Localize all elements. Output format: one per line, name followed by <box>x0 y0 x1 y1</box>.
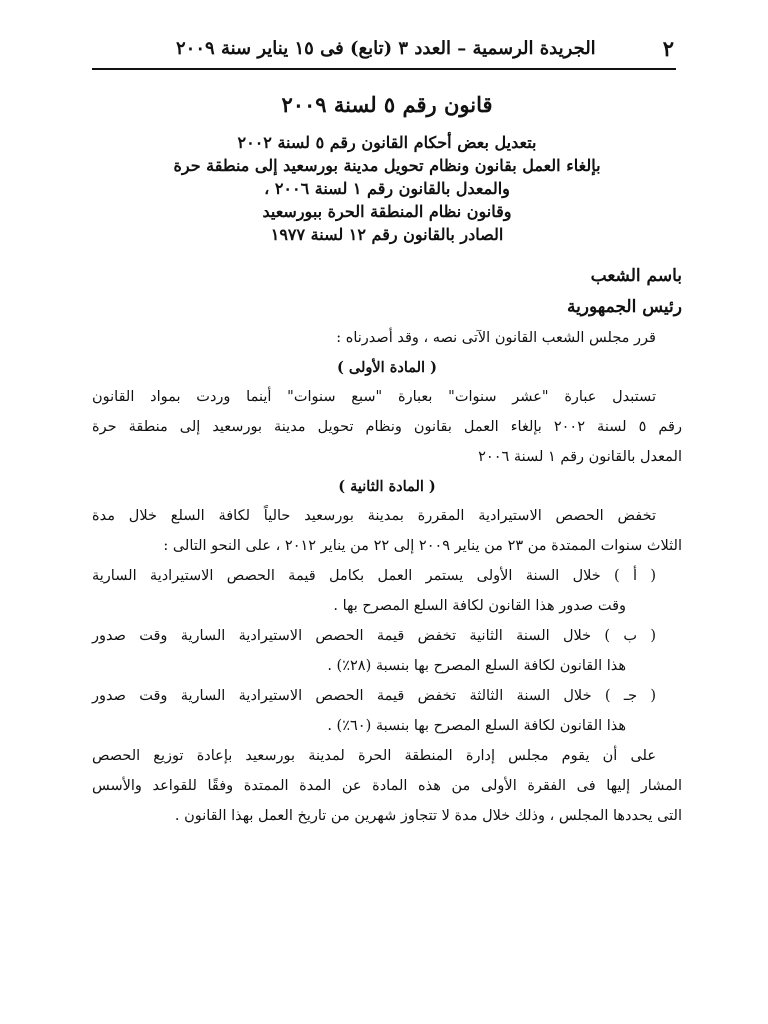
article-2-heading: ( المادة الثانية ) <box>338 478 436 495</box>
closing-line: التى يحددها المجلس ، وذلك خلال مدة لا تتجاوز شهرين من تاريخ العمل بهذا القانون . <box>174 808 682 824</box>
law-body <box>92 92 682 831</box>
clause-b-line: ( ب ) خلال السنة الثانية تخفض قيمة الحصص الاستيرادية السارية وقت صدور <box>92 628 656 644</box>
clause-a-line: وقت صدور هذا القانون لكافة السلع المصرح بها . <box>333 598 626 614</box>
subtitle-line: بإلغاء العمل بقانون ونظام تحويل مدينة بورسعيد إلى منطقة حرة <box>173 156 601 175</box>
subtitle-line: والمعدل بالقانون رقم ١ لسنة ٢٠٠٦ ، <box>264 179 510 198</box>
authority-president: رئيس الجمهورية <box>566 297 682 317</box>
closing-line: المشار إليها فى الفقرة الأولى من هذه المادة عن المدة الممتدة وفقًا للقواعد والأسس <box>92 778 682 794</box>
law-title: قانون رقم ٥ لسنة ٢٠٠٩ <box>281 92 493 117</box>
clause-a-line: ( أ ) خلال السنة الأولى يستمر العمل بكامل قيمة الحصص الاستيرادية السارية <box>92 568 656 584</box>
authority-people: باسم الشعب <box>590 266 682 286</box>
article-2-intro-line: تخفض الحصص الاستيرادية المقررة بمدينة بورسعيد حالياً لكافة السلع خلال مدة <box>92 508 656 524</box>
law-subtitle <box>92 131 682 246</box>
subtitle-line: وقانون نظام المنطقة الحرة ببورسعيد <box>262 202 512 221</box>
clause-c-line: هذا القانون لكافة السلع المصرح بها بنسبة (٦٠٪) . <box>327 718 626 734</box>
clause-b-line: هذا القانون لكافة السلع المصرح بها بنسبة (٢٨٪) . <box>327 658 626 674</box>
article-1-heading: ( المادة الأولى ) <box>337 359 437 376</box>
page-number: ٢ <box>662 36 674 61</box>
subtitle-line: الصادر بالقانون رقم ١٢ لسنة ١٩٧٧ <box>270 225 504 244</box>
article-2-intro-line: الثلاث سنوات الممتدة من ٢٣ من يناير ٢٠٠٩ إلى ٢٢ من يناير ٢٠١٢ ، على النحو التالى : <box>163 538 682 554</box>
gazette-header-title: الجريدة الرسمية – العدد ٣ (تابع) فى ١٥ يناير سنة ٢٠٠٩ <box>176 38 596 59</box>
article-1-line: تستبدل عبارة "عشر سنوات" بعبارة "سبع سنوات" أينما وردت بمواد القانون <box>92 389 656 405</box>
running-header <box>92 32 676 70</box>
closing-line: على أن يقوم مجلس إدارة المنطقة الحرة لمدينة بورسعيد بإعادة توزيع الحصص <box>92 748 656 764</box>
subtitle-line: بتعديل بعض أحكام القانون رقم ٥ لسنة ٢٠٠٢ <box>237 133 537 152</box>
article-1-line: المعدل بالقانون رقم ١ لسنة ٢٠٠٦ <box>478 449 682 465</box>
article-1-line: رقم ٥ لسنة ٢٠٠٢ بإلغاء العمل بقانون ونظام تحويل مدينة بورسعيد إلى منطقة حرة <box>92 419 682 435</box>
preamble: قرر مجلس الشعب القانون الآتى نصه ، وقد أصدرناه : <box>336 330 656 346</box>
clause-c-line: ( جـ ) خلال السنة الثالثة تخفض قيمة الحصص الاستيرادية السارية وقت صدور <box>92 688 656 704</box>
